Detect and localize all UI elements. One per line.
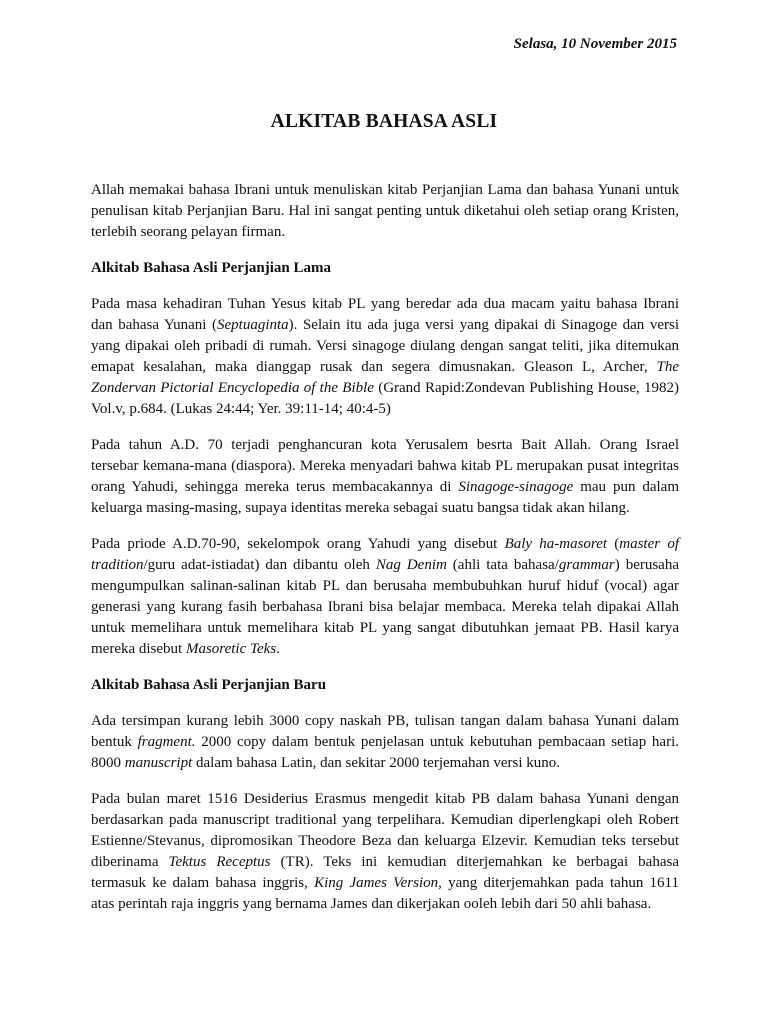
paragraph-manuscripts: [91, 711, 679, 774]
text-line: Estienne/Stevanus, dipromosikan Theodore Beza dan keluarga Elzevir. Kemudian teks tersebut: [91, 833, 679, 849]
text-line: Vol.v, p.684. (Lukas 24:44; Yer. 39:11-14; 40:4-5): [91, 401, 391, 417]
document-title: ALKITAB BAHASA ASLI: [270, 111, 498, 132]
text-line: mengumpulkan salinan-salinan kitab PL dan berusaha membubuhkan huruf hiduf (vocal) agar: [91, 578, 679, 594]
italic-term: Tektus Receptus: [168, 854, 271, 870]
italic-term: Zondervan Pictorial Encyclopedia of the Bible: [91, 380, 374, 396]
section-heading-new-testament: Alkitab Bahasa Asli Perjanjian Baru: [91, 677, 327, 693]
text-line: Pada bulan maret 1516 Desiderius Erasmus mengedit kitab PB dalam bahasa Yunani dengan: [91, 791, 679, 807]
text-line: Ada tersimpan kurang lebih 3000 copy naskah PB, tulisan tangan dalam bahasa Yunani dalam: [91, 713, 679, 729]
text-line: termasuk ke dalam bahasa inggris, King James Version, yang diterjemahkan pada tahun 1611: [91, 875, 679, 891]
italic-term: The: [656, 359, 679, 375]
text-line: berdasarkan pada manuscript traditional yang terpelihara. Kemudian diperlengkapi oleh Robert: [91, 812, 679, 828]
paragraph-erasmus: [91, 789, 679, 915]
italic-term: manuscript: [124, 755, 193, 771]
text-line: Allah memakai bahasa Ibrani untuk menuliskan kitab Perjanjian Lama dan bahasa Yunani untuk: [91, 182, 679, 198]
italic-term: Masoretic Teks: [185, 641, 277, 657]
text-line: Zondervan Pictorial Encyclopedia of the Bible (Grand Rapid:Zondevan Publishing House, 1982): [91, 380, 679, 396]
text-line: terlebih seorang pelayan firman.: [91, 224, 286, 240]
document-date: Selasa, 10 November 2015: [513, 36, 677, 52]
section-heading-old-testament: Alkitab Bahasa Asli Perjanjian Lama: [91, 260, 332, 276]
text-line: Pada masa kehadiran Tuhan Yesus kitab PL yang beredar ada dua macam yaitu bahasa Ibrani: [91, 296, 679, 312]
text-line: 8000 manuscript dalam bahasa Latin, dan sekitar 2000 terjemahan versi kuno.: [91, 755, 561, 771]
text-line: atas perintah raja inggris yang bernama James dan dikerjakan ooleh lebih dari 50 ahli bahasa.: [91, 896, 652, 912]
italic-term: King James Version: [314, 875, 439, 891]
text-line: keluarga masing-masing, supaya identitas mereka sebagai suatu bangsa tidak akan hilang.: [91, 500, 630, 516]
text-line: mereka disebut Masoretic Teks.: [91, 641, 280, 657]
paragraph-old-testament-versions: [91, 294, 679, 420]
text-line: yang dipakai oleh pribadi di rumah. Versi sinagoge diulang dengan sangat teliti, jika ditemukan: [91, 338, 679, 354]
text-line: generasi yang kurang fasih berbahasa Ibrani bisa belajar membaca. Mereka telah dipakai Allah: [91, 599, 679, 615]
italic-term: Sinagoge-sinagoge: [458, 479, 574, 495]
text-line: tersebar kemana-mana (diaspora). Mereka menyadari bahwa kitab PL merupakan pusat integritas: [91, 458, 679, 474]
italic-term: Nag Denim: [375, 557, 447, 573]
text-line: bentuk fragment. 2000 copy dalam bentuk penjelasan untuk kebutuhan pembacaan setiap hari.: [91, 734, 680, 750]
text-line: dan bahasa Yunani (Septuaginta). Selain itu ada juga versi yang dipakai di Sinagoge dan versi: [91, 317, 679, 333]
paragraph-intro: [91, 180, 679, 243]
text-line: tradition/guru adat-istiadat) dan dibantu oleh Nag Denim (ahli tata bahasa/grammar) berusaha: [91, 557, 679, 573]
paragraph-masoretes: [91, 534, 679, 660]
paragraph-diaspora: [91, 435, 679, 519]
italic-term: Baly ha-masoret: [504, 536, 608, 552]
text-line: orang Yahudi, sehingga mereka terus membacakannya di Sinagoge-sinagoge mau pun dalam: [91, 479, 679, 495]
document-body: [91, 180, 679, 915]
italic-term: fragment.: [137, 734, 196, 750]
text-line: penulisan kitab Perjanjian Baru. Hal ini sangat penting untuk diketahui oleh setiap orang Kristen,: [91, 203, 679, 219]
text-line: emapat kesalahan, maka dianggap rusak dan segera dimusnakan. Gleason L, Archer, The: [91, 359, 679, 375]
italic-term: grammar: [558, 557, 615, 573]
text-line: diberinama Tektus Receptus (TR). Teks ini kemudian diterjemahkan ke berbagai bahasa: [91, 854, 679, 870]
text-line: untuk memelihara untuk memelihara kitab PL yang sangat dibutuhkan jemaat PB. Hasil karya: [91, 620, 679, 636]
italic-term: master of: [619, 536, 679, 552]
italic-term: tradition: [91, 557, 144, 573]
text-line: Pada tahun A.D. 70 terjadi penghancuran kota Yerusalem besrta Bait Allah. Orang Israel: [91, 437, 679, 453]
italic-term: Septuaginta: [217, 317, 289, 333]
text-line: Pada priode A.D.70-90, sekelompok orang Yahudi yang disebut Baly ha-masoret (master of: [91, 536, 679, 552]
